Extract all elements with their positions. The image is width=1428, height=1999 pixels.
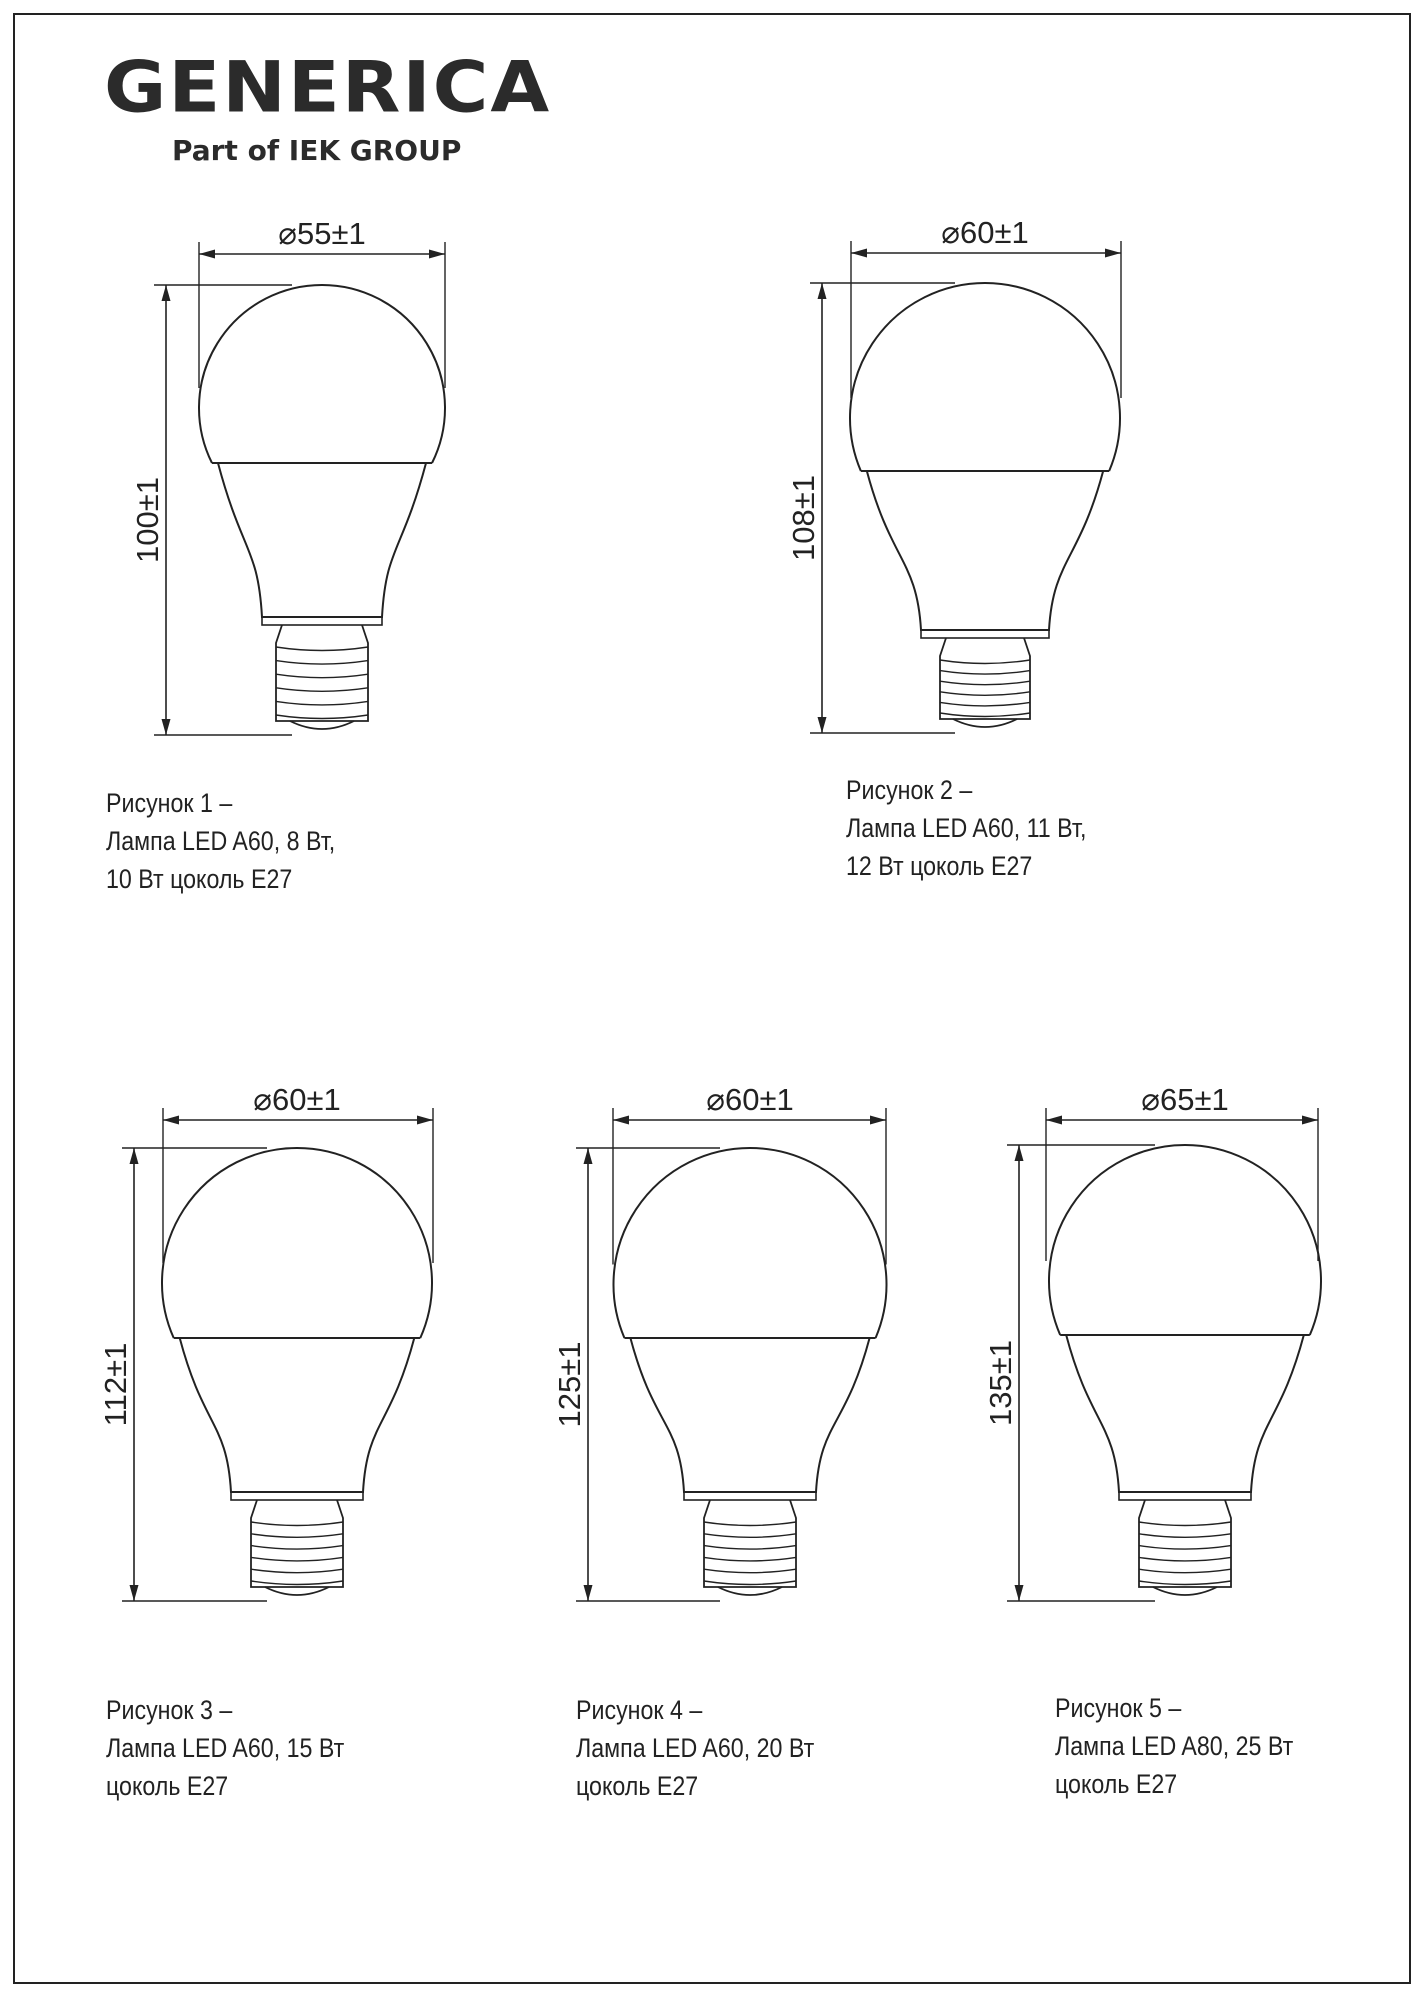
lamp-contact-tip [1153, 1587, 1217, 1595]
diameter-label: ⌀60±1 [941, 215, 1029, 250]
lamp-thread [1139, 1557, 1231, 1561]
figure-4-caption-line-2: Лампа LED A60, 20 Вт [576, 1733, 815, 1763]
lamp-figure-5 [983, 1082, 1321, 1601]
lamp-globe [162, 1148, 432, 1338]
lamp-screw-base [251, 1500, 343, 1587]
lamp-contact-tip [290, 721, 354, 729]
lamp-thread [940, 681, 1030, 685]
lamp-collar [684, 1492, 816, 1500]
diameter-label: ⌀60±1 [253, 1082, 341, 1117]
brand-logo-title: GENERICA [104, 45, 552, 129]
figure-4-caption [576, 1691, 814, 1805]
lamp-body [218, 463, 426, 617]
brand-logo-subtitle: Part of IEK GROUP [172, 134, 462, 167]
figure-5-caption-line-2: Лампа LED A80, 25 Вт [1055, 1731, 1294, 1761]
lamp-thread [251, 1522, 343, 1526]
figure-2-caption-line-2: Лампа LED A60, 11 Вт, [846, 813, 1087, 843]
figure-1-caption [106, 784, 335, 898]
lamp-body [1066, 1335, 1304, 1492]
height-label: 112±1 [98, 1342, 133, 1427]
lamp-body [180, 1338, 415, 1492]
height-label: 100±1 [130, 477, 165, 563]
diameter-label: ⌀60±1 [706, 1082, 794, 1117]
lamp-thread [276, 701, 368, 705]
figure-3-caption-line-2: Лампа LED A60, 15 Вт [106, 1733, 345, 1763]
lamp-contact-tip [718, 1587, 782, 1595]
figure-2-caption [846, 771, 1086, 885]
lamp-thread [940, 713, 1030, 717]
lamp-thread [251, 1581, 343, 1585]
diameter-label: ⌀65±1 [1141, 1082, 1229, 1117]
lamp-screw-base [940, 638, 1030, 719]
lamp-thread [251, 1546, 343, 1550]
lamp-thread [251, 1557, 343, 1561]
figure-3-caption [106, 1691, 344, 1805]
lamp-thread [1139, 1522, 1231, 1526]
lamp-thread [276, 674, 368, 678]
lamp-thread [704, 1581, 796, 1585]
lamp-thread [276, 715, 368, 719]
figure-1-caption-line-3: 10 Вт цоколь E27 [106, 864, 293, 894]
figure-3-caption-line-3: цоколь E27 [106, 1771, 229, 1801]
figure-5-caption [1055, 1689, 1293, 1803]
lamp-thread [704, 1557, 796, 1561]
figure-4-caption-line-3: цоколь E27 [576, 1771, 699, 1801]
diameter-label: ⌀55±1 [278, 216, 366, 251]
lamp-thread [940, 692, 1030, 696]
figure-1-caption-line-1: Рисунок 1 – [106, 788, 233, 818]
figure-1-caption-line-2: Лампа LED A60, 8 Вт, [106, 826, 336, 856]
lamp-figure-1 [130, 216, 445, 735]
lamp-globe [199, 285, 445, 463]
lamp-thread [276, 647, 368, 651]
height-label: 125±1 [552, 1341, 587, 1428]
lamp-thread [1139, 1569, 1231, 1573]
height-label: 135±1 [983, 1340, 1018, 1426]
lamp-thread [251, 1569, 343, 1573]
lamp-thread [940, 702, 1030, 706]
lamp-screw-base [1139, 1500, 1231, 1587]
lamp-contact-tip [265, 1587, 329, 1595]
lamp-thread [940, 660, 1030, 664]
lamp-figure-4 [552, 1082, 887, 1601]
lamp-thread [704, 1522, 796, 1526]
lamp-collar [921, 630, 1049, 638]
figure-2-caption-line-1: Рисунок 2 – [846, 775, 973, 805]
lamp-globe [850, 283, 1120, 471]
lamp-figure-3 [98, 1082, 433, 1601]
lamp-figure-2 [786, 215, 1121, 733]
figure-5-caption-line-1: Рисунок 5 – [1055, 1693, 1182, 1723]
lamp-thread [1139, 1581, 1231, 1585]
lamp-collar [231, 1492, 363, 1500]
lamp-globe [1049, 1145, 1321, 1335]
figure-5-caption-line-3: цоколь E27 [1055, 1769, 1178, 1799]
figure-4-caption-line-1: Рисунок 4 – [576, 1695, 703, 1725]
figure-2-caption-line-3: 12 Вт цоколь E27 [846, 851, 1033, 881]
height-label: 108±1 [786, 475, 821, 561]
lamp-collar [262, 617, 382, 625]
lamp-thread [704, 1546, 796, 1550]
lamp-thread [704, 1534, 796, 1538]
lamp-thread [276, 661, 368, 665]
lamp-thread [704, 1569, 796, 1573]
lamp-contact-tip [953, 719, 1017, 727]
lamp-thread [251, 1534, 343, 1538]
lamp-thread [276, 688, 368, 692]
lamp-thread [1139, 1534, 1231, 1538]
lamp-screw-base [704, 1500, 796, 1587]
lamp-collar [1119, 1492, 1251, 1500]
lamp-screw-base [276, 625, 368, 721]
lamp-body [867, 471, 1103, 630]
lamp-thread [1139, 1546, 1231, 1550]
lamp-globe [614, 1148, 887, 1338]
lamp-thread [940, 671, 1030, 675]
figure-3-caption-line-1: Рисунок 3 – [106, 1695, 233, 1725]
lamp-body [630, 1338, 869, 1492]
